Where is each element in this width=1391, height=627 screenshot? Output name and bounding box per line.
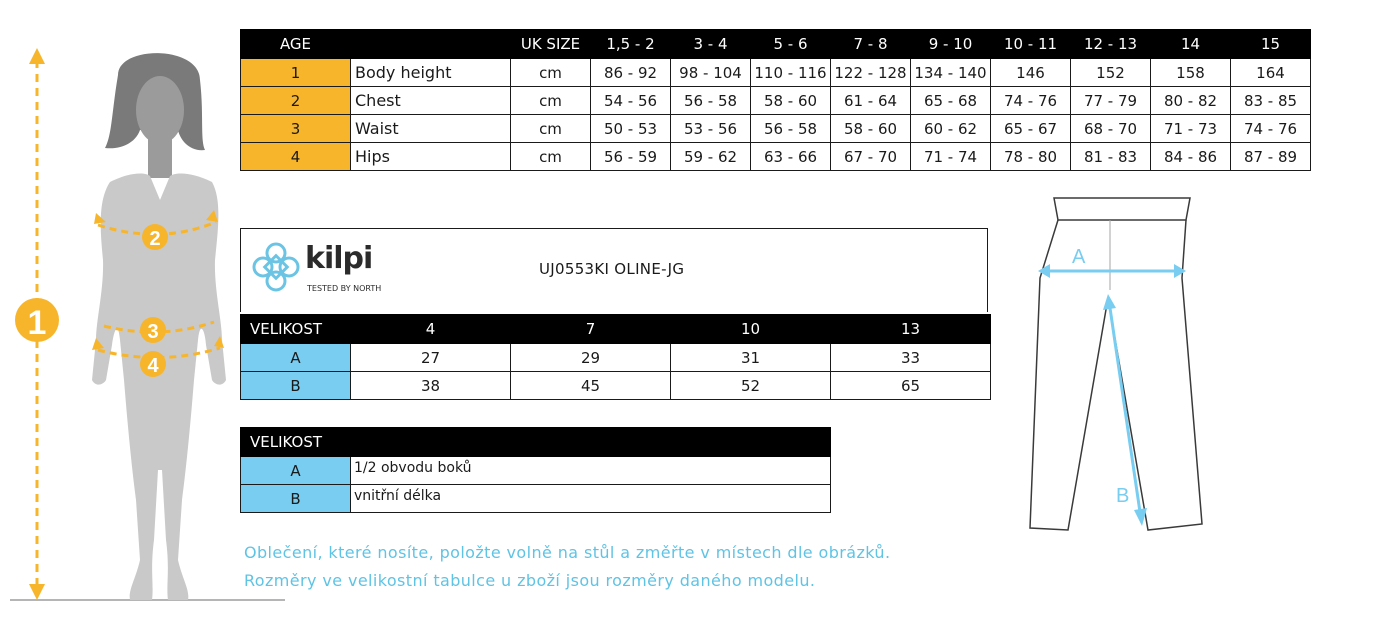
- header-size: 10: [671, 315, 831, 344]
- table-cell: 56 - 59: [591, 143, 671, 171]
- table-cell: 77 - 79: [1071, 87, 1151, 115]
- row-unit: cm: [511, 143, 591, 171]
- table-cell: 86 - 92: [591, 59, 671, 87]
- product-code: UJ0553KI OLINE-JG: [539, 260, 685, 278]
- garment-size-table: [240, 314, 991, 400]
- table-cell: 74 - 76: [991, 87, 1071, 115]
- brand-tagline: TESTED BY NORTH: [307, 284, 382, 293]
- measurement-legend-table: [240, 427, 831, 513]
- table-row: [241, 372, 991, 400]
- table-cell: 71 - 73: [1151, 115, 1231, 143]
- header-size: 4: [351, 315, 511, 344]
- row-description: vnitřní délka: [351, 485, 831, 513]
- row-unit: cm: [511, 59, 591, 87]
- table-cell: 31: [671, 344, 831, 372]
- table-cell: 60 - 62: [911, 115, 991, 143]
- header-size: 12 - 13: [1071, 30, 1151, 59]
- size-table: [240, 29, 1311, 171]
- svg-text:4: 4: [147, 355, 159, 377]
- row-index: 1: [241, 59, 351, 87]
- table-cell: 65 - 67: [991, 115, 1071, 143]
- header-size: 9 - 10: [911, 30, 991, 59]
- table-cell: 63 - 66: [751, 143, 831, 171]
- measure-a-arrow: [1038, 246, 1186, 278]
- svg-text:2: 2: [149, 228, 161, 250]
- header-size: 3 - 4: [671, 30, 751, 59]
- table-cell: 110 - 116: [751, 59, 831, 87]
- table-cell: 33: [831, 344, 991, 372]
- header-size: 7: [511, 315, 671, 344]
- row-unit: cm: [511, 115, 591, 143]
- waistband-shape: [1054, 198, 1190, 220]
- header-velikost: VELIKOST: [241, 428, 831, 457]
- svg-text:B: B: [1116, 485, 1130, 507]
- table-cell: 65: [831, 372, 991, 400]
- hips-badge: [140, 351, 166, 377]
- row-index: 3: [241, 115, 351, 143]
- row-label: Waist: [351, 115, 511, 143]
- table-cell: 45: [511, 372, 671, 400]
- table-cell: 56 - 58: [751, 115, 831, 143]
- header-size: 14: [1151, 30, 1231, 59]
- table-cell: 38: [351, 372, 511, 400]
- table-cell: 83 - 85: [1231, 87, 1311, 115]
- table-cell: 50 - 53: [591, 115, 671, 143]
- table-row: [241, 485, 831, 513]
- header-size: 5 - 6: [751, 30, 831, 59]
- header-age: AGE: [241, 30, 351, 59]
- table-row: [241, 457, 831, 485]
- garment-table-header: [241, 315, 991, 344]
- table-cell: 87 - 89: [1231, 143, 1311, 171]
- row-index: 4: [241, 143, 351, 171]
- table-cell: 146: [991, 59, 1071, 87]
- waist-badge: [140, 317, 166, 343]
- table-cell: 27: [351, 344, 511, 372]
- pants-diagram: [1010, 190, 1210, 535]
- table-cell: 134 - 140: [911, 59, 991, 87]
- table-cell: 122 - 128: [831, 59, 911, 87]
- header-size: 1,5 - 2: [591, 30, 671, 59]
- table-cell: 152: [1071, 59, 1151, 87]
- svg-text:3: 3: [147, 321, 159, 343]
- table-cell: 98 - 104: [671, 59, 751, 87]
- table-row: [241, 87, 1311, 115]
- neck-shape: [148, 138, 172, 178]
- table-cell: 158: [1151, 59, 1231, 87]
- brand-logo: kilpi: [305, 241, 373, 276]
- table-cell: 81 - 83: [1071, 143, 1151, 171]
- height-badge: [15, 298, 59, 342]
- table-row: [241, 59, 1311, 87]
- table-cell: 71 - 74: [911, 143, 991, 171]
- table-cell: 52: [671, 372, 831, 400]
- row-key: B: [241, 372, 351, 400]
- row-key: A: [241, 344, 351, 372]
- header-size: 10 - 11: [991, 30, 1071, 59]
- table-row: [241, 115, 1311, 143]
- table-cell: 164: [1231, 59, 1311, 87]
- table-cell: 74 - 76: [1231, 115, 1311, 143]
- product-info-box: [240, 228, 988, 312]
- chest-badge: [142, 224, 168, 250]
- row-description: 1/2 obvodu boků: [351, 457, 831, 485]
- table-cell: 54 - 56: [591, 87, 671, 115]
- table-cell: 68 - 70: [1071, 115, 1151, 143]
- measure-b-arrow: [1103, 294, 1147, 526]
- table-cell: 59 - 62: [671, 143, 751, 171]
- svg-text:A: A: [1072, 246, 1086, 268]
- header-blank: [351, 30, 511, 59]
- table-cell: 53 - 56: [671, 115, 751, 143]
- table-cell: 56 - 58: [671, 87, 751, 115]
- table-cell: 58 - 60: [751, 87, 831, 115]
- row-label: Hips: [351, 143, 511, 171]
- table-cell: 58 - 60: [831, 115, 911, 143]
- table-cell: 78 - 80: [991, 143, 1071, 171]
- instruction-note: Oblečení, které nosíte, položte volně na stůl a změřte v místech dle obrázků.: [244, 543, 891, 562]
- row-key: B: [241, 485, 351, 513]
- row-index: 2: [241, 87, 351, 115]
- table-cell: 61 - 64: [831, 87, 911, 115]
- model-note: Rozměry ve velikostní tabulce u zboží jsou rozměry daného modelu.: [244, 571, 816, 590]
- table-cell: 65 - 68: [911, 87, 991, 115]
- legend-table-header: [241, 428, 831, 457]
- table-row: [241, 143, 1311, 171]
- table-cell: 29: [511, 344, 671, 372]
- row-label: Chest: [351, 87, 511, 115]
- row-key: A: [241, 457, 351, 485]
- table-cell: 67 - 70: [831, 143, 911, 171]
- head-shape: [136, 76, 184, 144]
- kilpi-knot-icon: [249, 239, 303, 295]
- header-velikost: VELIKOST: [241, 315, 351, 344]
- svg-text:1: 1: [27, 304, 47, 342]
- size-table-header: [241, 30, 1311, 59]
- table-cell: 80 - 82: [1151, 87, 1231, 115]
- row-unit: cm: [511, 87, 591, 115]
- header-size: 13: [831, 315, 991, 344]
- row-label: Body height: [351, 59, 511, 87]
- table-row: [241, 344, 991, 372]
- header-uk-size: UK SIZE: [511, 30, 591, 59]
- table-cell: 84 - 86: [1151, 143, 1231, 171]
- header-size: 15: [1231, 30, 1311, 59]
- header-size: 7 - 8: [831, 30, 911, 59]
